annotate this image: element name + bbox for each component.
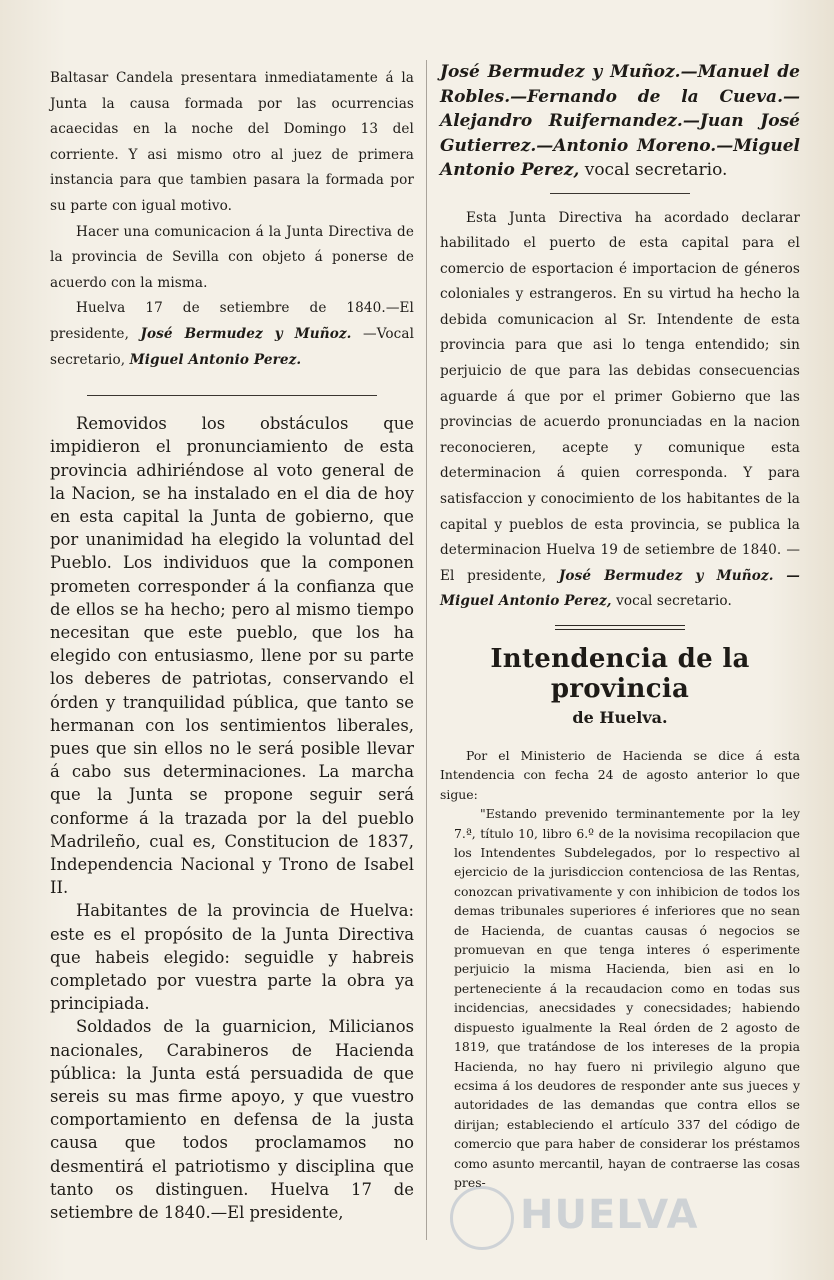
left-signature-name-1: José Bermudez y Muñoz. [140,325,352,342]
watermark-text: HUELVA [520,1192,699,1238]
right-signatures [440,60,800,183]
right-signature-title: vocal secretario. [579,160,728,180]
section-subheading: de Huelva. [572,708,668,727]
right-p1-sig-d: vocal secretario. [616,593,732,610]
left-signature-name-2: Miguel Antonio Perez. [129,351,302,368]
right-paragraph-1-text: Esta Junta Directiva ha acordado declarar habilitado el puerto de esta capital para el comercio de esportacion é importacion de géneros coloniales y estrangeros. En su virtud ha hecho la debida comunicacion al Sr. Intendente de esta provincia para que asi lo tenga entendido; sin perjuicio de que para las debidas consecuencias aguarde á que por el primer Gobierno que las provincias de acuerdo pronunciadas en la nacion reconocieren, acepte y comunique esta determinacion á quien corresponda. Y para satisfaccion y conocimiento de los habitantes de la capital y pueblos de esta provincia, se publica la determinacion Huelva 19 de setiembre de 1840. [440,209,800,559]
section-divider [87,395,377,396]
double-rule [555,625,685,630]
left-column [50,66,414,1224]
left-paragraph-4: Removidos los obstáculos que impidieron el pronunciamiento de esta provincia adhiriéndose al voto general de la Nacion, se ha instalado en el dia de hoy en esta capital la Junta de gobierno, que por unanimidad ha elegido la voluntad del Pueblo. Los individuos que la componen prometen corresponder á la confianza que de ellos se ha hecho; pero al mismo tiempo necesitan que este pueblo, que los ha elegido con entusiasmo, llene por su parte los deberes de patriotas, conservando el órden y tranquilidad pública, que tanto se hermanan con los sentimientos liberales, pues que sin ellos no le será posible llevar á cabo sus determinaciones. La marcha que la Junta se propone seguir será conforme á la trazada por la del pueblo Madrileño, cual es, Constitucion de 1837, Independencia Nacional y Trono de Isabel II. [50,414,414,898]
right-paragraph-2: Por el Ministerio de Hacienda se dice á esta Intendencia con fecha 24 de agosto anterior lo que sigue: [440,748,800,802]
archive-seal-icon [450,1186,514,1250]
right-p1-sig-c: —Miguel Antonio Perez, [440,567,800,610]
right-p1-sig-a: —El presidente, [440,542,801,584]
short-rule [550,193,690,194]
left-paragraph-5: Habitantes de la provincia de Huelva: este es el propósito de la Junta Directiva que habeis elegido: seguidle y habreis completado por vuestra parte la obra ya principiada. [50,901,414,1014]
left-signature-date: Huelva 17 de setiembre de 1840.—El presidente, [50,300,414,342]
right-paragraph-1 [440,206,800,616]
archive-watermark [450,1180,790,1250]
column-divider [426,60,427,1240]
left-paragraph-2: Hacer una comunicacion á la Junta Directiva de la provincia de Sevilla con objeto á ponerse de acuerdo con la misma. [50,223,414,291]
left-signature-paragraph [50,296,414,373]
right-p1-sig-b: José Bermudez y Muñoz. [558,567,774,584]
section-heading: Intendencia de la provincia [490,644,750,704]
left-signature-title: —Vocal secretario, [50,325,415,368]
left-paragraph-1: Baltasar Candela presentara inmediatamente á la Junta la causa formada por las ocurrencias acaecidas en la noche del Domingo 13 del corriente. Y asi mismo otro al juez de primera instancia para que tambien pasara la formada por su parte con igual motivo. [50,70,414,214]
right-signature-names: José Bermudez y Muñoz.—Manuel de Robles.—Fernando de la Cueva.—Alejandro Ruifernandez.—Juan José Gutierrez.—Antonio Moreno.—Miguel Antonio Perez, [440,62,800,180]
right-column [440,60,800,1192]
right-paragraph-3: "Estando prevenido terminantemente por la ley 7.ª, título 10, libro 6.º de la novisima recopilacion que los Intendentes Subdelegados, por lo respectivo al ejercicio de la jurisdiccion contenciosa de las Rentas, conozcan privativamente y con inhibicion de todos los demas tribunales superiores é inferiores que no sean de Hacienda, de cuantas causas ó negocios se promuevan en que tenga interes ó esperimente perjuicio la misma Hacienda, bien asi en lo perteneciente á la recaudacion como en todas sus incidencias, anecsidades y conecsidades; habiendo dispuesto igualmente la Real órden de 2 agosto de 1819, que tratándose de los intereses de la propia Hacienda, no hay fuero ni privilegio alguno que ecsima á los deudores de responder ante sus jueces y autoridades de las demandas que contra ellos se dirijan; estableciendo el artículo 337 del código de comercio que para haber de considerar los préstamos como asunto mercantil, hayan de contraerse las cosas pres- [454,806,800,1190]
left-paragraph-6: Soldados de la guarnicion, Milicianos nacionales, Carabineros de Hacienda pública: la Junta está persuadida de que sereis su mas firme apoyo, y que vuestro comportamiento en defensa de la justa causa que todos proclamamos no desmentirá el patriotismo y disciplina que tanto os distinguen. Huelva 17 de setiembre de 1840.—El presidente, [50,1017,414,1223]
